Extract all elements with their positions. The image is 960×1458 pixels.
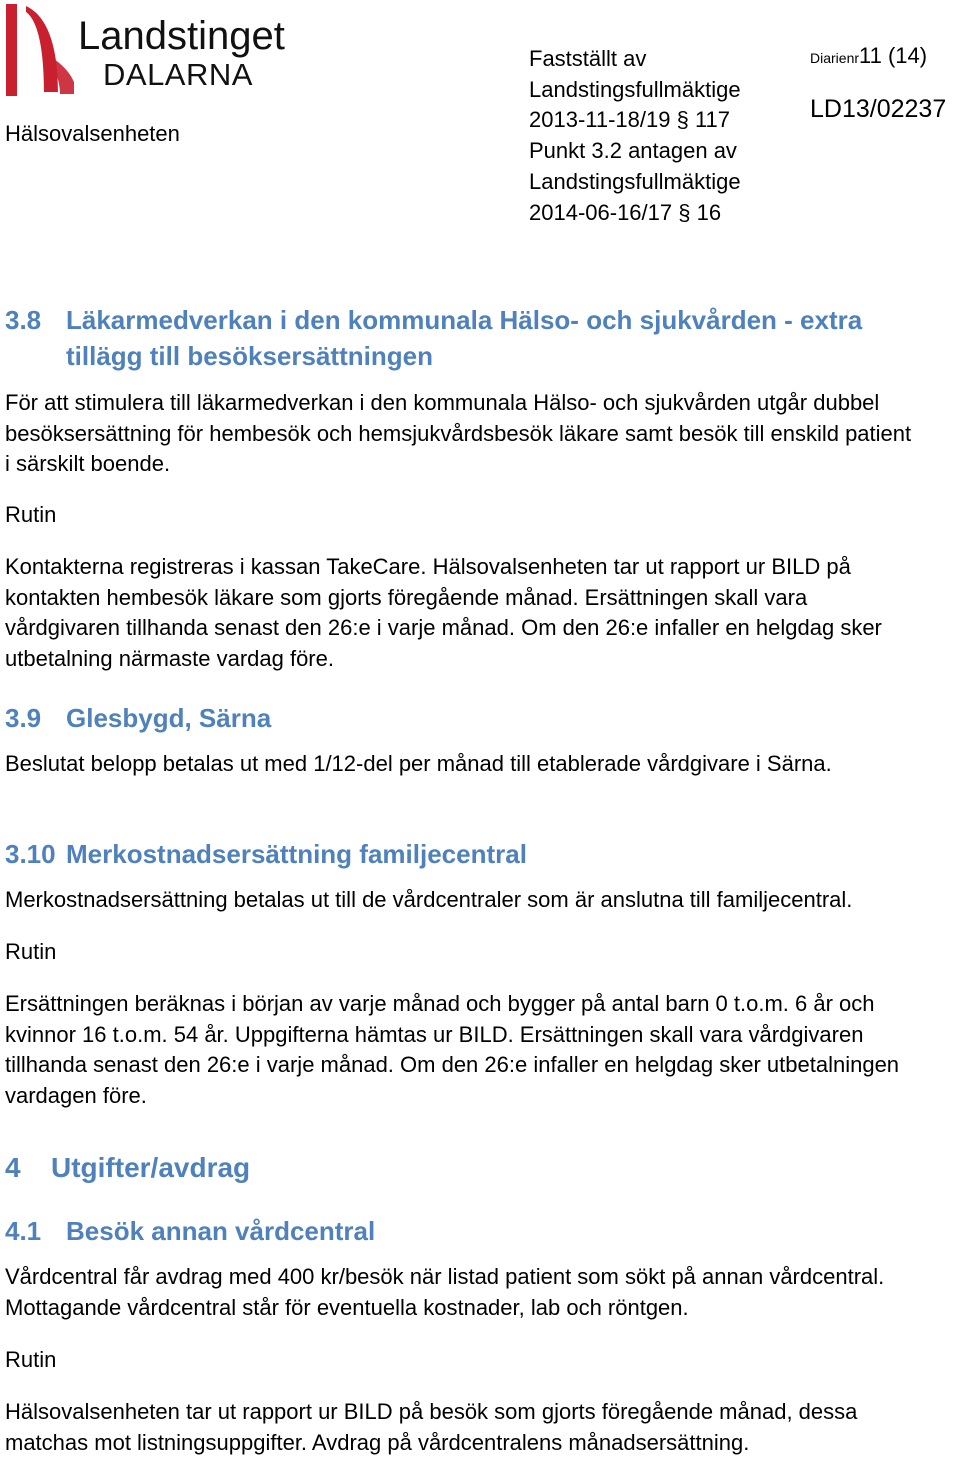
landstinget-dalarna-logo [4,2,285,102]
heading-4-1 [5,1213,375,1249]
diarie-number: LD13/02237 [810,95,947,123]
logo-line1: Landstinget [78,14,285,58]
text-line: Ersättningen beräknas i början av varje månad och bygger på antal barn 0 t.o.m. 6 år och [5,991,875,1016]
heading-title: Läkarmedverkan i den kommunala Hälso- och sjukvården - extra [66,305,863,335]
heading-number: 4 [5,1152,21,1183]
diarie-label: Diarienr [810,50,860,66]
page-number: 11 (14) [859,43,928,68]
text-line: vårdgivaren tillhanda senast den 26:e i varje månad. Om den 26:e infaller en helgdag sker [5,615,882,641]
text-line: tillhanda senast den 26:e i varje månad. Om den 26:e infaller en helgdag sker utbetalningen [5,1052,900,1078]
paragraph [5,885,960,916]
text-line: Vårdcentral får avdrag med 400 kr/besök när listad patient som sökt på annan vårdcentral. [5,1264,885,1289]
paragraph [5,552,960,675]
paragraph [5,1397,960,1458]
heading-number: 3.9 [5,703,42,733]
text-line: matchas mot listningsuppgifter. Avdrag på vårdcentralens månadsersättning. [5,1429,750,1455]
rutin-label: Rutin [5,502,57,527]
text-line: vardagen före. [5,1083,147,1109]
heading-number: 3.10 [5,839,56,869]
text-line: Beslutat belopp betalas ut med 1/12-del per månad till etablerade vårdgivare i Särna. [5,751,832,776]
heading-3-8 [5,302,960,374]
paragraph [5,989,960,1112]
heading-3-9 [5,700,271,736]
text-line: utbetalning närmaste vardag före. [5,646,334,672]
text-line: Kontakterna registreras i kassan TakeCare. Hälsovalsenheten tar ut rapport ur BILD på [5,554,851,579]
text-line: För att stimulera till läkarmedverkan i den kommunala Hälso- och sjukvården utgår dubbel [5,390,880,415]
adopted-line: 2013-11-18/19 § 117 [529,107,731,133]
diarie-page [810,42,927,72]
heading-title-cont: tillägg till besöksersättningen [66,341,433,371]
text-line: Hälsovalsenheten tar ut rapport ur BILD på besök som gjorts föregående månad, dessa [5,1399,858,1424]
adopted-line: Punkt 3.2 antagen av [529,138,737,164]
logo-line2: DALARNA [103,57,253,92]
text-line: kontakten hembesök läkare som gjorts föregående månad. Ersättningen skall vara [5,584,808,610]
adopted-line: Landstingsfullmäktige [529,168,741,194]
text-line: Merkostnadsersättning betalas ut till de vårdcentraler som är anslutna till familjecentral. [5,887,853,912]
heading-title: Glesbygd, Särna [66,703,272,733]
rutin-label: Rutin [5,939,57,964]
text-line: besöksersättning för hembesök och hemsjukvårdsbesök läkare samt besök till enskild patient [5,420,912,446]
adopted-line: 2014-06-16/17 § 16 [529,199,722,225]
rutin-label: Rutin [5,1347,57,1372]
unit-name: Hälsovalsenheten [5,121,180,146]
heading-3-10 [5,836,527,872]
heading-4 [5,1150,250,1186]
text-line: Mottagande vårdcentral står för eventuella kostnader, lab och röntgen. [5,1294,689,1320]
logo-mark-icon [4,2,76,98]
paragraph [5,1262,960,1323]
heading-number: 3.8 [5,305,42,335]
adopted-line: Fastställt av [529,46,647,71]
heading-title: Besök annan vårdcentral [66,1216,376,1246]
heading-title: Merkostnadsersättning familjecentral [66,839,527,869]
heading-number: 4.1 [5,1216,42,1246]
paragraph [5,749,960,780]
heading-title: Utgifter/avdrag [51,1152,251,1183]
text-line: kvinnor 16 t.o.m. 54 år. Uppgifterna hämtas ur BILD. Ersättningen skall vara vårdgivaren [5,1021,864,1047]
text-line: i särskilt boende. [5,451,171,477]
adopted-line: Landstingsfullmäktige [529,76,741,102]
adopted-info [529,44,741,228]
paragraph [5,388,960,480]
